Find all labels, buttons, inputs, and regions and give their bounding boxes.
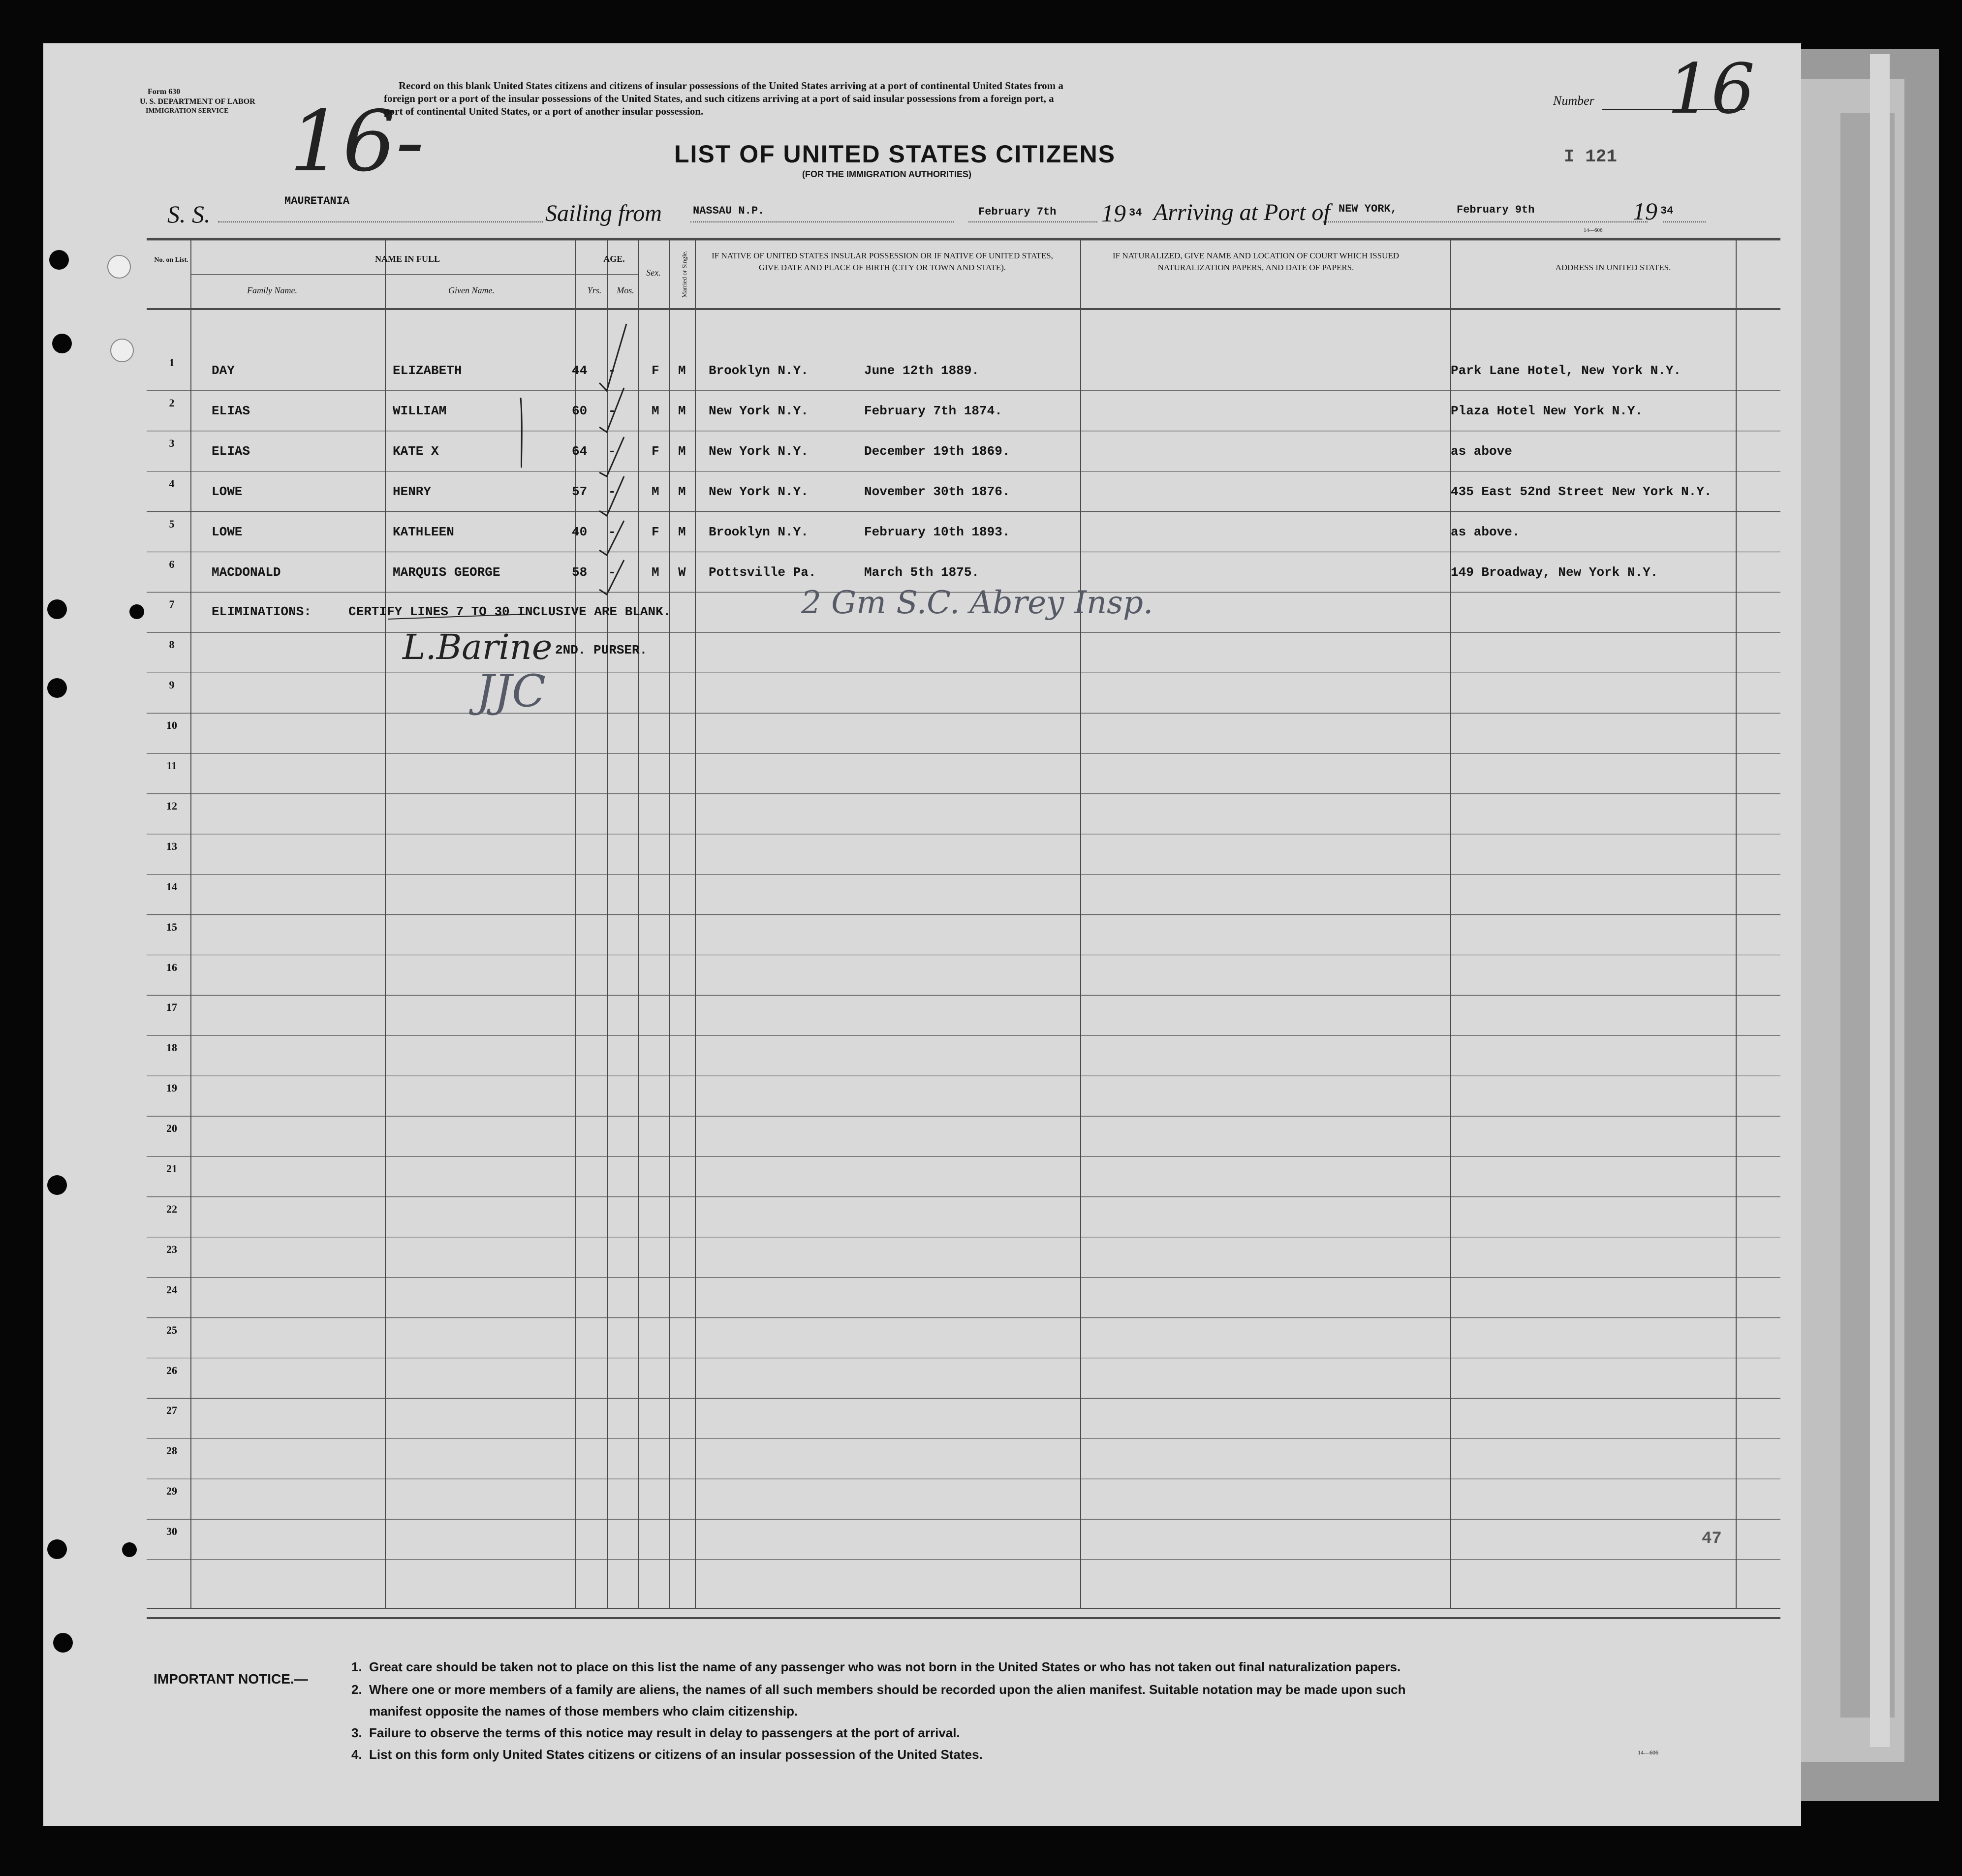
family-name-cell: MACDONALD [212,564,281,580]
birth-place-cell: Brooklyn N.Y. [709,524,809,539]
binder-hole [52,334,72,353]
row-number: 12 [166,799,177,812]
clerk-initials: JJC [476,665,546,717]
notice-form-code: 14—606 [1638,1749,1658,1756]
col-naturalized-header: IF NATURALIZED, GIVE NAME AND LOCATION OF COURT WHICH ISSUED NATURALIZATION PAPERS, AND DATE OF PAPERS. [1112,251,1399,272]
row-number: 15 [166,920,177,933]
arrival-port: NEW YORK, [1339,203,1397,215]
row-number: 6 [169,558,175,570]
arrival-date: February 9th [1457,204,1535,216]
notice-item-text: List on this form only United States citizens or citizens of an insular possession of the United States. [369,1747,983,1762]
page-stack-edge [1870,54,1890,1747]
sex-cell: M [652,484,659,499]
given-name-cell: WILLIAM [393,403,447,418]
instruction-line-1: Record on this blank United States citizens and citizens of insular possessions of the United States arriving at a port of continental United States from a [399,80,1063,92]
notice-item-text: Failure to observe the terms of this notice may result in delay to passengers at the port of arrival. [369,1725,960,1740]
departure-date: February 7th [978,206,1057,218]
given-name-cell: KATE X [393,443,439,459]
checkmark-icon [599,560,624,594]
birth-date-cell: June 12th 1889. [864,363,980,378]
row-number: 27 [166,1404,177,1417]
age-months-cell: - [608,484,616,499]
notice-item-text: manifest opposite the names of those members who claim citizenship. [369,1704,798,1719]
checkmark-icon [599,437,624,476]
handwritten-stroke [521,398,522,468]
instruction-line-2: foreign port or a port of the insular possessions of the United States, and such citizens arriving at a port of said insular possessions from a foreign port, a [384,93,1054,104]
age-years-cell: 57 [572,484,588,499]
row-number: 13 [166,840,177,852]
number-label: Number [1553,94,1594,108]
birth-date-cell: March 5th 1875. [864,564,980,580]
service-name: IMMIGRATION SERVICE [146,107,229,115]
row-number: 28 [166,1444,177,1457]
notice-item-number: 4. [351,1747,362,1762]
row-number: 7 [169,598,175,611]
checkmark-icon [599,521,624,555]
ship-name: MAURETANIA [284,195,350,207]
row-number: 29 [166,1485,177,1498]
eliminations-label: ELIMINATIONS: [212,604,311,619]
given-name-cell: ELIZABETH [393,363,462,378]
list-number-handwritten: 16 [1667,49,1755,129]
binder-hole [107,255,131,279]
birth-date-cell: February 10th 1893. [864,524,1010,539]
departure-port: NASSAU N.P. [693,205,765,217]
col-no-header: No. on List. [154,256,188,264]
col-native-header: IF NATIVE OF UNITED STATES INSULAR POSSESSION OR IF NATIVE OF UNITED STATES, GIVE DATE AND PLACE OF BIRTH (CITY OR TOWN AND STATE). [712,251,1053,272]
binder-hole [47,1539,67,1559]
address-cell: as above. [1451,524,1520,539]
address-cell: as above [1451,443,1512,459]
address-cell: Plaza Hotel New York N.Y. [1451,403,1643,418]
marital-status-cell: M [678,363,686,378]
list-subtitle: (FOR THE IMMIGRATION AUTHORITIES) [802,169,971,179]
form-number: Form 630 [148,88,181,96]
notice-item-number: 1. [351,1659,362,1674]
sex-cell: F [652,443,659,459]
address-cell: 149 Broadway, New York N.Y. [1451,564,1658,580]
arrival-year-prefix: 19 [1633,197,1657,225]
row-number: 20 [166,1122,177,1135]
age-years-cell: 40 [572,524,588,539]
row-number: 3 [169,437,175,449]
row-number: 17 [166,1001,177,1014]
certify-statement: CERTIFY LINES 7 TO 30 INCLUSIVE ARE BLANK. [348,604,671,619]
birth-place-cell: Brooklyn N.Y. [709,363,809,378]
row-number: 24 [166,1283,177,1296]
age-years-cell: 44 [572,363,588,378]
checkmark-icon [599,388,624,432]
birth-date-cell: December 19th 1869. [864,443,1010,459]
birth-place-cell: New York N.Y. [709,484,809,499]
notice-item-number: 3. [351,1725,362,1740]
family-name-cell: LOWE [212,524,243,539]
row-number: 8 [169,638,175,651]
birth-place-cell: Pottsville Pa. [709,564,816,580]
family-name-cell: ELIAS [212,403,250,418]
address-cell: 435 East 52nd Street New York N.Y. [1451,484,1712,499]
marital-status-cell: M [678,524,686,539]
birth-place-cell: New York N.Y. [709,403,809,418]
notice-item-number: 2. [351,1682,362,1697]
row-number: 21 [166,1162,177,1175]
binder-hole [110,339,134,362]
age-months-cell: - [608,443,616,459]
inspector-signature: 2 Gm S.C. Abrey Insp. [801,585,1153,621]
sex-cell: F [652,363,659,378]
binder-hole [47,1175,67,1195]
col-age-header: AGE. [603,254,625,264]
row-number: 10 [166,719,177,732]
birth-date-cell: November 30th 1876. [864,484,1010,499]
page-mark-handwritten: 16- [289,93,424,190]
given-name-cell: HENRY [393,484,432,499]
age-years-cell: 58 [572,564,588,580]
family-name-cell: ELIAS [212,443,250,459]
col-married-header: Married or Single. [681,250,688,298]
department-name: U. S. DEPARTMENT OF LABOR [140,97,255,106]
row-number: 16 [166,961,177,973]
marital-status-cell: M [678,403,686,418]
binder-hole [122,1542,137,1557]
age-years-cell: 64 [572,443,588,459]
age-months-cell: - [608,363,616,378]
list-title: LIST OF UNITED STATES CITIZENS [674,140,1116,168]
arrival-year: 34 [1660,205,1674,217]
purser-signature: L.Barine [403,627,553,667]
row-number: 1 [169,356,175,369]
sailing-label: Sailing from [545,200,662,226]
arriving-label: Arriving at Port of [1153,199,1330,225]
binder-hole [53,1633,73,1653]
checkmark-icon [599,476,624,516]
year-prefix: 19 [1101,199,1126,227]
row-number: 18 [166,1041,177,1054]
row-number: 9 [169,679,175,691]
marital-status-cell: M [678,443,686,459]
row-number: 25 [166,1323,177,1336]
birth-place-cell: New York N.Y. [709,443,809,459]
col-sex-header: Sex. [646,268,661,278]
sex-cell: M [652,564,659,580]
handwritten-marks [43,43,1801,1826]
given-name-cell: KATHLEEN [393,524,454,539]
form-small-print: 14—606 [1584,227,1603,233]
binder-hole [49,250,69,270]
age-months-cell: - [608,524,616,539]
given-name-cell: MARQUIS GEORGE [393,564,500,580]
manifest-page [43,43,1801,1826]
notice-heading: IMPORTANT NOTICE.— [154,1671,308,1687]
binder-hole [129,604,144,619]
marital-status-cell: M [678,484,686,499]
notice-item-text: Where one or more members of a family are aliens, the names of all such members should be recorded upon the alien manifest. Suitable notation may be made upon such [369,1682,1406,1697]
sex-cell: M [652,403,659,418]
sex-cell: F [652,524,659,539]
col-given-header: Given Name. [448,285,495,295]
list-code: I 121 [1564,147,1618,167]
marital-status-cell: W [678,564,686,580]
row-number: 4 [169,477,175,490]
purser-title: 2ND. PURSER. [555,643,648,657]
corner-number: 47 [1702,1530,1722,1548]
birth-date-cell: February 7th 1874. [864,403,1002,418]
family-name-cell: LOWE [212,484,243,499]
instruction-line-3: port of continental United States, or a port of another insular possession. [384,105,704,117]
ss-label: S. S. [167,200,211,228]
row-number: 14 [166,880,177,893]
checkmark-icon [599,324,626,391]
col-yrs-header: Yrs. [587,285,602,295]
age-months-cell: - [608,403,616,418]
row-number: 26 [166,1364,177,1376]
age-months-cell: - [608,564,616,580]
family-name-cell: DAY [212,363,235,378]
row-number: 30 [166,1525,177,1538]
row-number: 2 [169,396,175,409]
age-years-cell: 60 [572,403,588,418]
binder-hole [47,599,67,619]
row-number: 19 [166,1082,177,1094]
col-family-header: Family Name. [247,285,297,295]
departure-year: 34 [1129,207,1142,219]
row-number: 11 [166,759,177,772]
row-number: 5 [169,517,175,530]
row-number: 23 [166,1243,177,1255]
notice-item-text: Great care should be taken not to place on this list the name of any passenger who was not born in the United States or who has not taken out final naturalization papers. [369,1659,1401,1674]
col-name-header: NAME IN FULL [374,254,440,264]
col-mos-header: Mos. [617,285,634,295]
col-address-header: ADDRESS IN UNITED STATES. [1555,263,1671,272]
address-cell: Park Lane Hotel, New York N.Y. [1451,363,1682,378]
binder-hole [47,678,67,698]
row-number: 22 [166,1202,177,1215]
